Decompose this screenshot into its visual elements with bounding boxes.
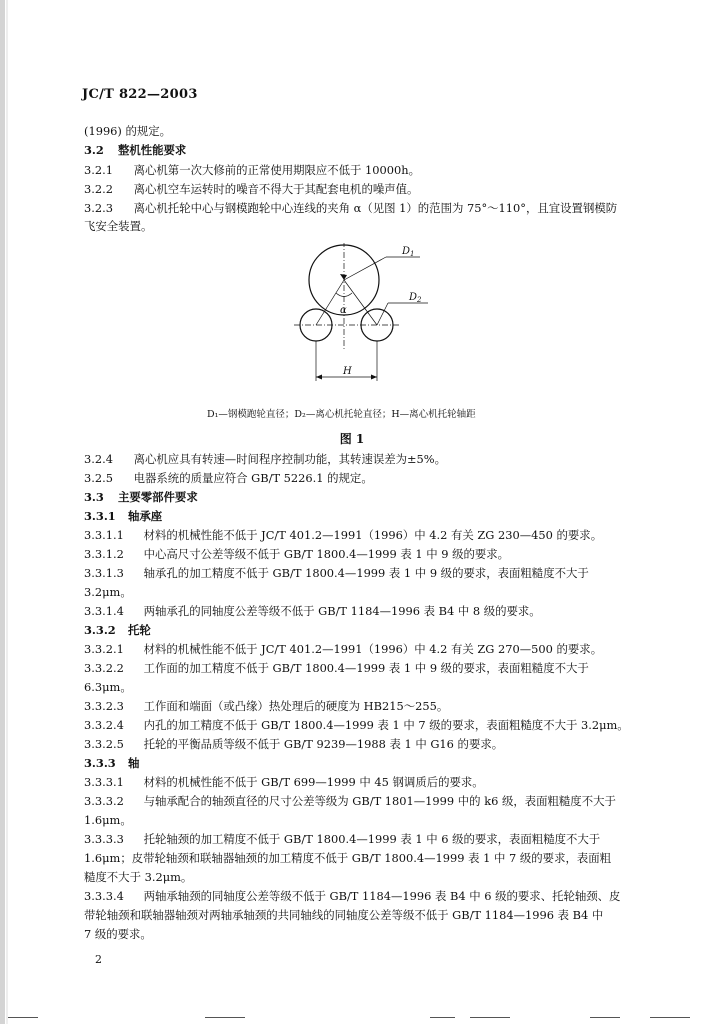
clause-line (84, 832, 600, 846)
continuation-line (84, 870, 192, 884)
clause-number: 3.3.3.2 (84, 794, 124, 808)
clause-line (84, 661, 589, 675)
clause-line (84, 547, 509, 561)
subsection-title: 轴承座 (127, 509, 163, 523)
section-title: 主要零部件要求 (117, 490, 198, 504)
h-label: H (343, 366, 352, 377)
clause-line (84, 201, 617, 215)
subsection-title: 托轮 (127, 623, 151, 637)
d2-leader-line (377, 303, 388, 325)
clause-number: 3.2.5 (84, 471, 113, 485)
scan-edge-shadow-light (6, 0, 8, 1024)
clause-text: 轴承孔的加工精度不低于 GB/T 1800.4—1999 表 1 中 9 级的要求，表面粗糙度不大于 (143, 566, 589, 580)
line-text: 1.6μm。 (84, 813, 132, 827)
clause-text: 中心高尺寸公差等级不低于 GB/T 1800.4—1999 表 1 中 9 级的要求。 (143, 547, 510, 561)
continuation-line (84, 908, 603, 922)
scan-bottom-mark (205, 1017, 245, 1018)
clause-number: 3.3.3.1 (84, 775, 124, 789)
clause-line (84, 566, 589, 580)
clause-number: 3.3.2.1 (84, 642, 124, 656)
subsection-heading (84, 756, 139, 770)
section-number: 3.2 (84, 143, 104, 157)
clause-line (84, 737, 503, 751)
clause-text: 材料的机械性能不低于 JC/T 401.2—1991（1996）中 4.2 有关 ZG 270—500 的要求。 (143, 642, 603, 656)
d2-label: $D_2$ (409, 292, 422, 304)
scan-bottom-mark (650, 1017, 690, 1018)
clause-line (84, 699, 448, 713)
section-title: 整机性能要求 (117, 143, 187, 157)
clause-text: 离心机应具有转速—时间程序控制功能，其转速误差为±5%。 (133, 452, 447, 466)
page-number: 2 (95, 953, 102, 966)
clause-line (84, 452, 446, 466)
clause-line (84, 775, 484, 789)
scan-bottom-mark (470, 1017, 510, 1018)
continuation-line (84, 585, 132, 599)
clause-number: 3.2.4 (84, 452, 113, 466)
d1-leader-line (344, 257, 386, 280)
clause-number: 3.2.1 (84, 163, 113, 177)
clause-text: 内孔的加工精度不低于 GB/T 1800.4—1999 表 1 中 7 级的要求，表面粗糙度不大于 3.2μm。 (143, 718, 629, 732)
clause-text: 工作面的加工精度不低于 GB/T 1800.4—1999 表 1 中 9 级的要求，表面粗糙度不大于 (143, 661, 589, 675)
figure-caption: D₁—钢模跑轮直径；D₂—离心机托轮直径；H—离心机托轮轴距 (207, 409, 476, 420)
line-text: 6.3μm。 (84, 680, 132, 694)
clause-number: 3.3.2.2 (84, 661, 124, 675)
line-text: (1996) 的规定。 (84, 124, 172, 138)
clause-line (84, 604, 541, 618)
clause-text: 材料的机械性能不低于 GB/T 699—1999 中 45 钢调质后的要求。 (143, 775, 484, 789)
continuation-line (84, 219, 152, 233)
continuation-line (84, 851, 611, 865)
d1-label: $D_1$ (402, 246, 415, 258)
clause-text: 工作面和端面（或凸缘）热处理后的硬度为 HB215～255。 (143, 699, 449, 713)
clause-line (84, 794, 616, 808)
subsection-number: 3.3.1 (84, 509, 116, 523)
clause-number: 3.3.1.4 (84, 604, 124, 618)
clause-number: 3.3.1.3 (84, 566, 124, 580)
h-arrow-left (316, 375, 322, 380)
scan-bottom-mark (8, 1017, 38, 1018)
subsection-number: 3.3.2 (84, 623, 116, 637)
clause-number: 3.3.1.2 (84, 547, 124, 561)
scan-bottom-mark (430, 1017, 455, 1018)
clause-number: 3.3.2.4 (84, 718, 124, 732)
clause-text: 两轴承孔的同轴度公差等级不低于 GB/T 1184—1996 表 B4 中 8 级的要求。 (143, 604, 541, 618)
clause-number: 3.2.3 (84, 201, 113, 215)
h-arrow-right (371, 375, 377, 380)
document-code-header: JC/T 822—2003 (82, 87, 198, 102)
subsection-number: 3.3.3 (84, 756, 116, 770)
scan-bottom-mark (590, 1017, 620, 1018)
line-text: 7 级的要求。 (84, 927, 152, 941)
scan-edge-shadow (0, 0, 5, 1024)
clause-text: 与轴承配合的轴颈直径的尺寸公差等级为 GB/T 1801—1999 中的 k6 级，表面粗糙度不大于 (143, 794, 616, 808)
line-text: 1.6μm；皮带轮轴颈和联轴器轴颈的加工精度不低于 GB/T 1800.4—1999 表 1 中 7 级的要求，表面粗 (84, 851, 612, 865)
figure-wheel-diagram (292, 243, 444, 383)
right-center-link (344, 280, 377, 325)
clause-number: 3.3.2.3 (84, 699, 124, 713)
figure-title: 图 1 (339, 432, 365, 446)
subsection-title: 轴 (127, 756, 140, 770)
subsection-heading (84, 623, 151, 637)
clause-line (84, 642, 602, 656)
continuation-line (84, 813, 132, 827)
alpha-label: α (340, 305, 347, 316)
line-text: 3.2μm。 (84, 585, 132, 599)
line-text: 糙度不大于 3.2μm。 (84, 870, 193, 884)
clause-text: 离心机第一次大修前的正常使用期限应不低于 10000h。 (133, 163, 421, 177)
section-heading (84, 143, 186, 157)
clause-line (84, 528, 602, 542)
clause-line (84, 889, 620, 903)
clause-line (84, 182, 418, 196)
section-number: 3.3 (84, 490, 104, 504)
clause-text: 离心机空车运转时的噪音不得大于其配套电机的噪声值。 (133, 182, 419, 196)
clause-text: 材料的机械性能不低于 JC/T 401.2—1991（1996）中 4.2 有关 ZG 230—450 的要求。 (143, 528, 603, 542)
clause-line (84, 471, 373, 485)
section-heading (84, 490, 198, 504)
clause-number: 3.3.3.4 (84, 889, 124, 903)
clause-text: 托轮的平衡品质等级不低于 GB/T 9239—1988 表 1 中 G16 的要求。 (143, 737, 504, 751)
clause-line (84, 718, 629, 732)
clause-number: 3.3.2.5 (84, 737, 124, 751)
clause-number: 3.3.3.3 (84, 832, 124, 846)
continuation-line (84, 680, 132, 694)
clause-line (84, 163, 420, 177)
body-line (84, 124, 171, 138)
clause-text: 托轮轴颈的加工精度不低于 GB/T 1800.4—1999 表 1 中 6 级的要求，表面粗糙度不大于 (143, 832, 601, 846)
clause-text: 离心机托轮中心与钢模跑轮中心连线的夹角 α（见图 1）的范围为 75°～110°，且宜设置钢模防 (133, 201, 618, 215)
clause-number: 3.2.2 (84, 182, 113, 196)
clause-number: 3.3.1.1 (84, 528, 124, 542)
clause-text: 两轴承轴颈的同轴度公差等级不低于 GB/T 1184—1996 表 B4 中 6 级的要求、托轮轴颈、皮 (143, 889, 621, 903)
continuation-line (84, 927, 152, 941)
line-text: 飞安全装置。 (84, 219, 153, 233)
line-text: 带轮轴颈和联轴器轴颈对两轴承轴颈的共同轴线的同轴度公差等级不低于 GB/T 1184—1996 表 B4 中 (84, 908, 604, 922)
clause-text: 电器系统的质量应符合 GB/T 5226.1 的规定。 (133, 471, 373, 485)
subsection-heading (84, 509, 162, 523)
